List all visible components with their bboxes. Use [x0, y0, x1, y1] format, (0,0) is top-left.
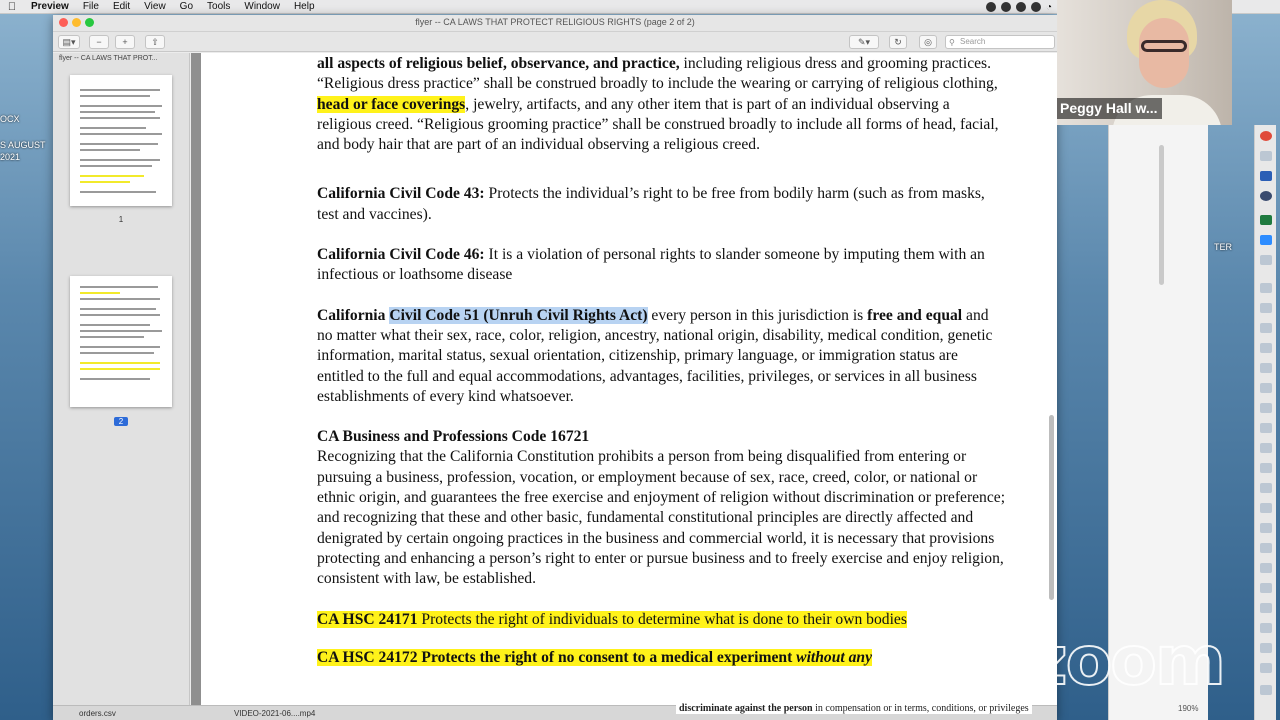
- window-title: flyer -- CA LAWS THAT PROTECT RELIGIOUS RIGHTS (page 2 of 2): [415, 17, 695, 27]
- document-view[interactable]: [191, 53, 1057, 713]
- paragraph-hsc-24171: CA HSC 24171 Protects the right of individuals to determine what is done to their own bodies: [317, 610, 907, 628]
- right-app-strip: [1254, 125, 1276, 720]
- page-number-label: 1: [118, 215, 124, 224]
- app-icon[interactable]: [1260, 403, 1272, 413]
- paragraph-bpc-16721: CA Business and Professions Code 16721 Recognizing that the California Constitution prohibits a person from being disqualified from entering or pursuing a business, profession, vocation, or employment because of sex, race, creed, color, or national or ethnic origin, and guarantees the free exercise and enjoyment of religion without discrimination or preference; and recognizing that these and other basic, fundamental constitutional principles are directly affected and denigrated by certain ongoing practices in the business and commercial world, it is necessary that provisions protecting and enhancing a person’s right to enter or pursue business and to freely exercise and enjoy religion, consistent with law, be established.: [317, 428, 1006, 588]
- status-app-icon[interactable]: [1031, 2, 1041, 12]
- app-icon[interactable]: [1260, 463, 1272, 473]
- app-icon[interactable]: [1260, 255, 1272, 265]
- background-scrollbar: [1159, 145, 1164, 285]
- desktop-label: OCX: [0, 114, 20, 124]
- participant-glasses: [1141, 40, 1187, 52]
- menu-edit[interactable]: Edit: [112, 1, 131, 12]
- word-icon[interactable]: [1260, 171, 1272, 181]
- app-icon[interactable]: [1260, 423, 1272, 433]
- app-icon[interactable]: [1260, 523, 1272, 533]
- apple-menu-icon[interactable]: [0, 1, 24, 13]
- markup-pen-button[interactable]: ✎▾: [849, 35, 879, 49]
- app-icon[interactable]: [1260, 663, 1272, 673]
- sidebar-toggle-button[interactable]: ▤▾: [58, 35, 80, 49]
- page-number-label-selected: 2: [114, 417, 128, 426]
- participant-video-tile[interactable]: [1057, 0, 1232, 125]
- app-icon[interactable]: [1260, 543, 1272, 553]
- excel-icon[interactable]: [1260, 215, 1272, 225]
- paragraph-civil-code-51: California Civil Code 51 (Unruh Civil Rights Act) every person in this jurisdiction is free and equal and no matter what their sex, race, color, religion, ancestry, national origin, disability, medical condition, genetic information, marital status, sexual orientation, citizenship, primary language, or immigration status are entitled to the full and equal accommodations, advantages, facilities, privileges, or services in all business establishments of every kind whatsoever.: [317, 306, 993, 405]
- menu-go[interactable]: Go: [179, 1, 194, 12]
- zoom-in-button[interactable]: +: [115, 35, 135, 49]
- annotate-button[interactable]: ◎: [919, 35, 937, 49]
- app-icon[interactable]: [1260, 583, 1272, 593]
- download-item[interactable]: orders.csv: [79, 709, 116, 718]
- thumbnail-sidebar: [53, 53, 190, 720]
- search-placeholder: Search: [960, 37, 986, 46]
- paragraph-religious-practice: all aspects of religious belief, observance, and practice, including religious dress and grooming practices. “Religious dress practice” shall be construed broadly to include the wearing or carrying of religious clothing, head or face coverings, jewelry, artifacts, and any other item that is part of an individual observing a religious creed. “Religious grooming practice” shall be construed broadly to include all forms of head, facial, and body hair that are part of an individual observing a religious creed.: [317, 55, 999, 154]
- text-selection[interactable]: Civil Code 51 (Unruh Civil Rights Act): [389, 306, 648, 324]
- zoom-watermark: zoom: [1028, 622, 1224, 701]
- participant-name-label: Peggy Hall w...: [1057, 98, 1162, 119]
- app-icon[interactable]: [1260, 343, 1272, 353]
- share-button[interactable]: ⇧: [145, 35, 165, 49]
- desktop-label: TER: [1214, 242, 1232, 252]
- app-icon[interactable]: [1260, 643, 1272, 653]
- status-app-icon[interactable]: [1001, 2, 1011, 12]
- app-icon[interactable]: [1260, 303, 1272, 313]
- page-thumbnail[interactable]: [70, 276, 172, 407]
- title-bar: [53, 15, 1057, 32]
- page-thumbnail[interactable]: [70, 75, 172, 206]
- paragraph-civil-code-43: California Civil Code 43: Protects the individual’s right to be free from bodily harm (such as from masks, test and vaccines).: [317, 185, 985, 223]
- desktop-label: S AUGUST: [0, 140, 46, 150]
- vertical-scrollbar[interactable]: [1049, 415, 1054, 600]
- document-text: [317, 54, 1007, 688]
- status-app-icon[interactable]: [1016, 2, 1026, 12]
- preview-window: [53, 15, 1057, 720]
- zoom-out-button[interactable]: −: [89, 35, 109, 49]
- overlapping-document-text: discriminate against the person in compensation or in terms, conditions, or privileges: [676, 703, 1032, 714]
- rotate-button[interactable]: ↻: [889, 35, 907, 49]
- paragraph-civil-code-46: California Civil Code 46: It is a violation of personal rights to slander someone by imputing them with an infectious or loathsome disease: [317, 246, 985, 284]
- app-icon[interactable]: [1260, 483, 1272, 493]
- app-icon[interactable]: [1260, 191, 1272, 201]
- app-icon[interactable]: [1260, 283, 1272, 293]
- pdf-page: [201, 53, 1057, 713]
- app-icon[interactable]: [1260, 623, 1272, 633]
- search-icon: ⚲: [949, 38, 955, 47]
- menu-view[interactable]: View: [144, 1, 166, 12]
- menu-window[interactable]: Window: [244, 1, 280, 12]
- app-icon[interactable]: [1260, 323, 1272, 333]
- music-icon[interactable]: [1260, 151, 1272, 161]
- trash-icon[interactable]: [1260, 685, 1272, 695]
- download-item[interactable]: VIDEO-2021-06....mp4: [234, 709, 316, 718]
- menu-app-name[interactable]: Preview: [31, 1, 69, 12]
- menu-help[interactable]: Help: [293, 1, 315, 12]
- search-input[interactable]: [945, 35, 1055, 49]
- app-icon[interactable]: [1260, 603, 1272, 613]
- menu-file[interactable]: File: [82, 1, 99, 12]
- zoom-app-icon[interactable]: [1260, 235, 1272, 245]
- app-icon[interactable]: [1260, 443, 1272, 453]
- app-icon[interactable]: [1260, 503, 1272, 513]
- menu-tools[interactable]: Tools: [207, 1, 231, 12]
- chrome-icon[interactable]: [1260, 131, 1272, 141]
- status-icons: [986, 0, 1052, 14]
- desktop-label: 2021: [0, 152, 21, 162]
- zoom-level: 190%: [1178, 704, 1199, 713]
- toolbar: [53, 32, 1057, 52]
- participant-face: [1139, 18, 1189, 88]
- app-icon[interactable]: [1260, 363, 1272, 373]
- wifi-icon[interactable]: ◔: [1045, 1, 1052, 13]
- paragraph-hsc-24172: CA HSC 24172 Protects the right of no consent to a medical experiment without any: [317, 648, 873, 666]
- sidebar-title: flyer -- CA LAWS THAT PROT...: [59, 55, 158, 62]
- app-icon[interactable]: [1260, 563, 1272, 573]
- status-app-icon[interactable]: [986, 2, 996, 12]
- app-icon[interactable]: [1260, 383, 1272, 393]
